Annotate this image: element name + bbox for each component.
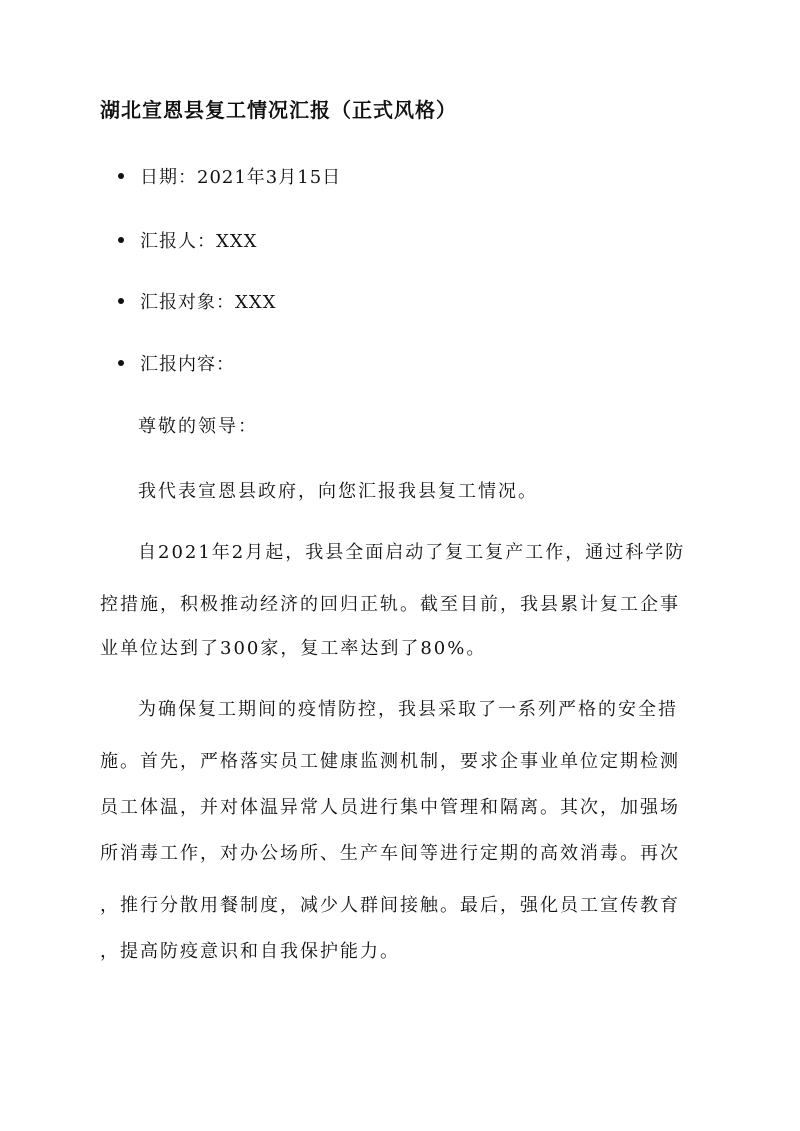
meta-reporter-text: 汇报人：XXX (140, 231, 258, 252)
paragraph-2-line: ，推行分散用餐制度，减少人群间接触。最后，强化员工宣传教育 (100, 895, 680, 916)
salutation: 尊敬的领导： (138, 416, 258, 437)
paragraph-1-line: 业单位达到了300家，复工率达到了80%。 (100, 638, 487, 659)
bullet-icon (118, 360, 124, 366)
paragraph-2-line: 为确保复工期间的疫情防控，我县采取了一系列严格的安全措 (138, 699, 678, 720)
paragraph-2-line: ，提高防疫意识和自我保护能力。 (100, 941, 400, 962)
paragraph-2-line: 所消毒工作，对办公场所、生产车间等进行定期的高效消毒。再次 (100, 843, 680, 864)
meta-date-text: 日期：2021年3月15日 (140, 167, 342, 188)
paragraph-1-line: 控措施，积极推动经济的回归正轨。截至目前，我县累计复工企事 (100, 594, 680, 615)
intro-paragraph: 我代表宣恩县政府，向您汇报我县复工情况。 (138, 481, 538, 502)
meta-content-text: 汇报内容： (140, 354, 235, 375)
meta-item-audience (118, 288, 276, 314)
meta-item-content (118, 350, 235, 376)
bullet-icon (118, 298, 124, 304)
paragraph-1-line: 自2021年2月起，我县全面启动了复工复产工作，通过科学防 (138, 542, 686, 563)
meta-item-date (118, 163, 341, 189)
paragraph-2-line: 施。首先，严格落实员工健康监测机制，要求企事业单位定期检测 (100, 751, 680, 772)
document-title: 湖北宣恩县复工情况汇报（正式风格） (100, 98, 457, 122)
bullet-icon (118, 237, 124, 243)
paragraph-2-line: 员工体温，并对体温异常人员进行集中管理和隔离。其次，加强场 (100, 797, 680, 818)
meta-audience-text: 汇报对象：XXX (140, 292, 277, 313)
bullet-icon (118, 173, 124, 179)
meta-item-reporter (118, 227, 257, 253)
